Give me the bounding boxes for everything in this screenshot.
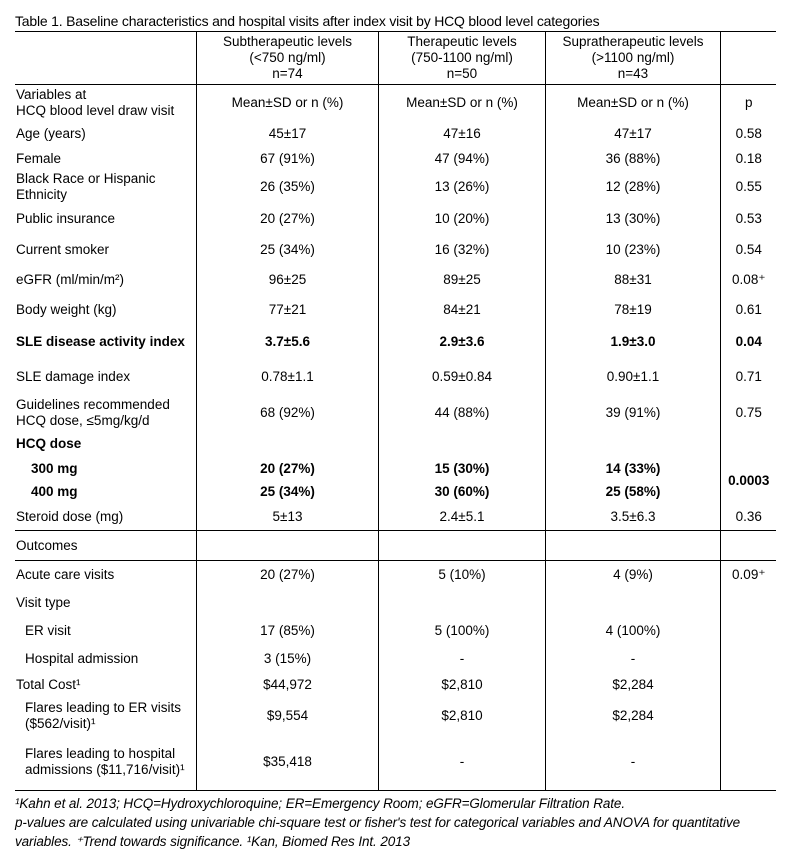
- p-value-cell: 0.04: [720, 325, 776, 360]
- row-label: Flares leading to hospital admissions ($11,716/visit)¹: [15, 735, 196, 791]
- row-label: Steroid dose (mg): [16, 508, 124, 524]
- value-cell: 15 (30%): [378, 458, 545, 481]
- value-cell: $2,810: [378, 697, 545, 735]
- value-cell: 5 (10%): [378, 561, 545, 590]
- p-value-cell: [720, 431, 776, 458]
- table-row: [15, 561, 776, 590]
- value-cell: $44,972: [196, 674, 378, 697]
- table-row: [15, 617, 776, 645]
- footnote: ¹Kahn et al. 2013; HCQ=Hydroxychloroquine; ER=Emergency Room; eGFR=Glomerular Filtration Rate.: [15, 796, 625, 811]
- stat-label: Mean±SD or n (%): [545, 85, 720, 122]
- value-cell: 47±17: [545, 122, 720, 147]
- table-row: [15, 204, 776, 235]
- table-row: [15, 395, 776, 431]
- row-label: HCQ dose: [16, 436, 82, 451]
- table-row: [15, 235, 776, 265]
- p-value-cell: 0.55: [720, 171, 776, 204]
- value-cell: $2,284: [545, 697, 720, 735]
- row-label: SLE disease activity index: [16, 334, 185, 349]
- table-row: [15, 360, 776, 395]
- table-row: [15, 458, 776, 481]
- value-cell: 25 (34%): [196, 235, 378, 265]
- p-value-cell: 0.36: [720, 504, 776, 531]
- table-row: [15, 325, 776, 360]
- group-header-row: [15, 32, 776, 85]
- row-label: Age (years): [16, 126, 86, 141]
- table-row: [15, 431, 776, 458]
- row-label: Body weight (kg): [16, 301, 117, 317]
- value-cell: 3.7±5.6: [196, 325, 378, 360]
- value-cell: 67 (91%): [196, 147, 378, 171]
- row-label: Outcomes: [15, 531, 196, 561]
- value-cell: 4 (9%): [545, 561, 720, 590]
- p-value-cell: [720, 645, 776, 674]
- row-label: Visit type: [16, 595, 71, 610]
- table-row: [15, 171, 776, 204]
- p-value-cell: [720, 674, 776, 697]
- p-value-cell: 0.0003: [720, 458, 776, 504]
- row-label: Public insurance: [16, 211, 116, 226]
- table-row: [15, 645, 776, 674]
- value-cell: 3.5±6.3: [545, 504, 720, 531]
- table-row: [15, 697, 776, 735]
- row-label: Female: [16, 150, 62, 166]
- group-range: (<750 ng/ml): [249, 50, 326, 65]
- empty-header-cell: [720, 32, 776, 85]
- value-cell: [545, 531, 720, 561]
- group-name: Subtherapeutic levels: [222, 34, 353, 49]
- p-value-cell: 0.71: [720, 360, 776, 395]
- table-row: [15, 295, 776, 325]
- table-row: [15, 735, 776, 791]
- p-value-cell: [720, 617, 776, 645]
- row-label: Hospital admission: [25, 651, 139, 666]
- value-cell: 47 (94%): [378, 147, 545, 171]
- p-value-cell: 0.18: [720, 147, 776, 171]
- value-cell: -: [378, 645, 545, 674]
- subheader-row: [15, 85, 776, 122]
- value-cell: 20 (27%): [196, 561, 378, 590]
- table-row: [15, 481, 776, 504]
- p-value-cell: [720, 590, 776, 617]
- value-cell: [196, 590, 378, 617]
- p-value-cell: 0.09⁺: [720, 561, 776, 590]
- row-label: Flares leading to ER visits ($562/visit)¹: [25, 699, 182, 731]
- value-cell: 1.9±3.0: [545, 325, 720, 360]
- variables-label: [15, 85, 196, 122]
- group-name: Supratherapeutic levels: [562, 34, 704, 49]
- group-header-subtherapeutic: [196, 32, 378, 85]
- value-cell: 45±17: [196, 122, 378, 147]
- p-value-cell: 0.58: [720, 122, 776, 147]
- value-cell: -: [545, 645, 720, 674]
- table-title: Table 1. Baseline characteristics and hospital visits after index visit by HCQ blood level categories: [15, 13, 600, 29]
- table-row: [15, 147, 776, 171]
- value-cell: 20 (27%): [196, 458, 378, 481]
- value-cell: 2.9±3.6: [378, 325, 545, 360]
- value-cell: 44 (88%): [378, 395, 545, 431]
- value-cell: 47±16: [378, 122, 545, 147]
- value-cell: -: [378, 735, 545, 791]
- row-label: 300 mg: [31, 461, 78, 476]
- value-cell: 10 (20%): [378, 204, 545, 235]
- row-label: Current smoker: [16, 241, 110, 257]
- value-cell: [545, 431, 720, 458]
- value-cell: 12 (28%): [545, 171, 720, 204]
- table-row: [15, 265, 776, 295]
- stat-label: Mean±SD or n (%): [378, 85, 545, 122]
- table-row: [15, 122, 776, 147]
- variables-label-line: HCQ blood level draw visit: [16, 103, 175, 119]
- value-cell: 26 (35%): [196, 171, 378, 204]
- stat-label: Mean±SD or n (%): [196, 85, 378, 122]
- value-cell: 0.78±1.1: [196, 360, 378, 395]
- value-cell: $2,810: [378, 674, 545, 697]
- value-cell: 84±21: [378, 295, 545, 325]
- group-n: n=43: [617, 66, 649, 81]
- value-cell: 5±13: [196, 504, 378, 531]
- row-label: Total Cost¹: [16, 677, 81, 692]
- row-label: eGFR (ml/min/m²): [16, 271, 124, 287]
- group-range: (>1100 ng/ml): [591, 50, 675, 65]
- value-cell: 16 (32%): [378, 235, 545, 265]
- value-cell: 2.4±5.1: [378, 504, 545, 531]
- value-cell: [545, 590, 720, 617]
- value-cell: 25 (34%): [196, 481, 378, 504]
- value-cell: 88±31: [545, 265, 720, 295]
- row-label: Guidelines recommended HCQ dose, ≤5mg/kg/d: [16, 396, 170, 428]
- value-cell: 3 (15%): [196, 645, 378, 674]
- value-cell: 14 (33%): [545, 458, 720, 481]
- p-label: p: [720, 85, 776, 122]
- table-row: [15, 590, 776, 617]
- group-n: n=50: [446, 66, 478, 81]
- footnote: p-values are calculated using univariable chi-square test or fisher's test for categorical variables and ANOVA for quantitative variables. ⁺Trend towards significance. ¹Kan, Biomed Res Int. 2013: [15, 815, 741, 849]
- table-row: [15, 674, 776, 697]
- value-cell: 10 (23%): [545, 235, 720, 265]
- value-cell: 4 (100%): [545, 617, 720, 645]
- value-cell: 0.59±0.84: [378, 360, 545, 395]
- value-cell: [378, 590, 545, 617]
- row-label: SLE damage index: [16, 369, 131, 384]
- value-cell: 96±25: [196, 265, 378, 295]
- value-cell: 13 (30%): [545, 204, 720, 235]
- value-cell: 20 (27%): [196, 204, 378, 235]
- baseline-characteristics-table: [15, 31, 776, 791]
- group-header-therapeutic: [378, 32, 545, 85]
- value-cell: [378, 431, 545, 458]
- value-cell: 25 (58%): [545, 481, 720, 504]
- row-label: Black Race or Hispanic Ethnicity: [16, 171, 156, 202]
- value-cell: 89±25: [378, 265, 545, 295]
- value-cell: 68 (92%): [196, 395, 378, 431]
- p-value-cell: 0.08⁺: [720, 265, 776, 295]
- row-label: ER visit: [25, 622, 71, 638]
- value-cell: 30 (60%): [378, 481, 545, 504]
- p-value-cell: 0.53: [720, 204, 776, 235]
- p-value-cell: [720, 735, 776, 791]
- value-cell: 78±19: [545, 295, 720, 325]
- value-cell: $35,418: [196, 735, 378, 791]
- value-cell: [378, 531, 545, 561]
- value-cell: 5 (100%): [378, 617, 545, 645]
- table-row: [15, 504, 776, 531]
- value-cell: $9,554: [196, 697, 378, 735]
- group-header-supratherapeutic: [545, 32, 720, 85]
- value-cell: 36 (88%): [545, 147, 720, 171]
- row-label: 400 mg: [31, 484, 78, 499]
- value-cell: $2,284: [545, 674, 720, 697]
- value-cell: [196, 531, 378, 561]
- value-cell: 77±21: [196, 295, 378, 325]
- row-label: Acute care visits: [15, 561, 196, 590]
- value-cell: 0.90±1.1: [545, 360, 720, 395]
- table-row: [15, 531, 776, 561]
- value-cell: -: [545, 735, 720, 791]
- p-value-cell: [720, 531, 776, 561]
- value-cell: 39 (91%): [545, 395, 720, 431]
- p-value-cell: [720, 697, 776, 735]
- group-n: n=74: [272, 66, 303, 81]
- group-range: (750-1100 ng/ml): [411, 50, 513, 65]
- p-value-cell: 0.61: [720, 295, 776, 325]
- p-value-cell: 0.54: [720, 235, 776, 265]
- value-cell: 17 (85%): [196, 617, 378, 645]
- value-cell: [196, 431, 378, 458]
- p-value-cell: 0.75: [720, 395, 776, 431]
- footnotes: [15, 794, 785, 851]
- value-cell: 13 (26%): [378, 171, 545, 204]
- variables-label-line: Variables at: [16, 87, 87, 103]
- empty-header-cell: [15, 32, 196, 85]
- group-name: Therapeutic levels: [407, 34, 517, 49]
